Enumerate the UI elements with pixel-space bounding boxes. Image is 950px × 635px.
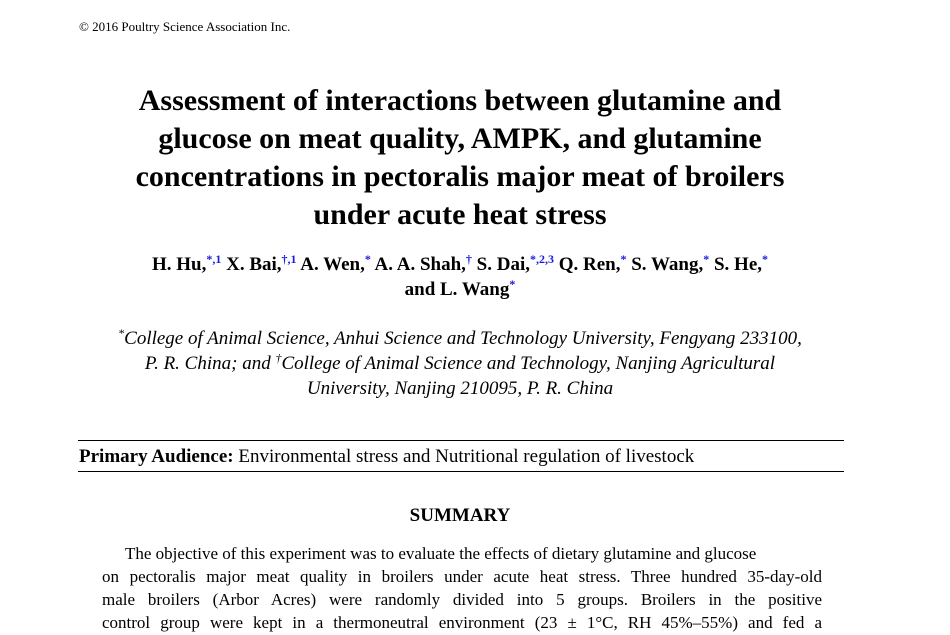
author-affiliation-mark[interactable]: * xyxy=(762,252,769,266)
author-name: S. Dai, xyxy=(476,254,530,275)
summary-body xyxy=(102,542,822,634)
affiliation-text: College of Animal Science and Technology, Nanjing Agricultural xyxy=(281,353,776,374)
author-affiliation-mark[interactable]: † xyxy=(465,252,472,266)
affiliation-mark: * xyxy=(118,326,125,340)
title-line: glucose on meat quality, AMPK, and glutamine xyxy=(158,122,762,155)
author-name: X. Bai, xyxy=(226,254,282,275)
author-affiliation-mark[interactable]: * xyxy=(620,252,627,266)
affiliation-line xyxy=(60,326,860,351)
summary-heading: SUMMARY xyxy=(409,505,511,526)
author-name: A. A. Shah, xyxy=(374,254,466,275)
affiliation-line: University, Nanjing 210095, P. R. China xyxy=(306,378,614,399)
author-affiliation-mark[interactable]: *,2,3 xyxy=(529,252,554,266)
copyright-notice: © 2016 Poultry Science Association Inc. xyxy=(79,19,291,34)
author-name: Q. Ren, xyxy=(558,254,621,275)
article-title xyxy=(60,82,860,234)
author-line xyxy=(60,277,860,302)
primary-audience-label: Primary Audience: xyxy=(79,446,234,467)
summary-line: The objective of this experiment was to evaluate the effects of dietary glutamine and glucose xyxy=(125,544,757,563)
author-line xyxy=(60,252,860,277)
author-list xyxy=(60,252,860,302)
title-line: concentrations in pectoralis major meat of broilers xyxy=(135,160,785,193)
author-name: S. He, xyxy=(713,254,763,275)
author-name: H. Hu, xyxy=(151,254,207,275)
author-name: A. Wen, xyxy=(300,254,365,275)
author-affiliation-mark[interactable]: * xyxy=(364,252,371,266)
author-affiliation-mark[interactable]: * xyxy=(509,277,516,291)
affiliation-mark: † xyxy=(275,351,282,365)
audience-top-rule xyxy=(78,440,844,441)
affiliation-text: P. R. China; and xyxy=(144,353,276,374)
summary-line: control group were kept in a thermoneutral environment (23 ± 1°C, RH 45%–55%) and fed a xyxy=(102,613,822,632)
author-affiliation-mark[interactable]: *,1 xyxy=(206,252,222,266)
affiliation-line xyxy=(60,351,860,376)
affiliations xyxy=(60,326,860,401)
title-line: Assessment of interactions between glutamine and xyxy=(138,84,782,117)
author-affiliation-mark[interactable]: †,1 xyxy=(281,252,297,266)
title-line: under acute heat stress xyxy=(313,198,607,231)
affiliation-text: College of Animal Science, Anhui Science and Technology University, Fengyang 233100, xyxy=(124,328,802,349)
author-name: S. Wang, xyxy=(631,254,704,275)
author-affiliation-mark[interactable]: * xyxy=(703,252,710,266)
primary-audience-text: Environmental stress and Nutritional regulation of livestock xyxy=(238,446,695,467)
summary-line: on pectoralis major meat quality in broilers under acute heat stress. Three hundred 35-day-old xyxy=(102,567,822,586)
audience-bottom-rule xyxy=(78,471,844,472)
author-name: and L. Wang xyxy=(404,279,510,300)
primary-audience xyxy=(79,445,694,469)
summary-line: male broilers (Arbor Acres) were randomly divided into 5 groups. Broilers in the positive xyxy=(102,590,822,609)
